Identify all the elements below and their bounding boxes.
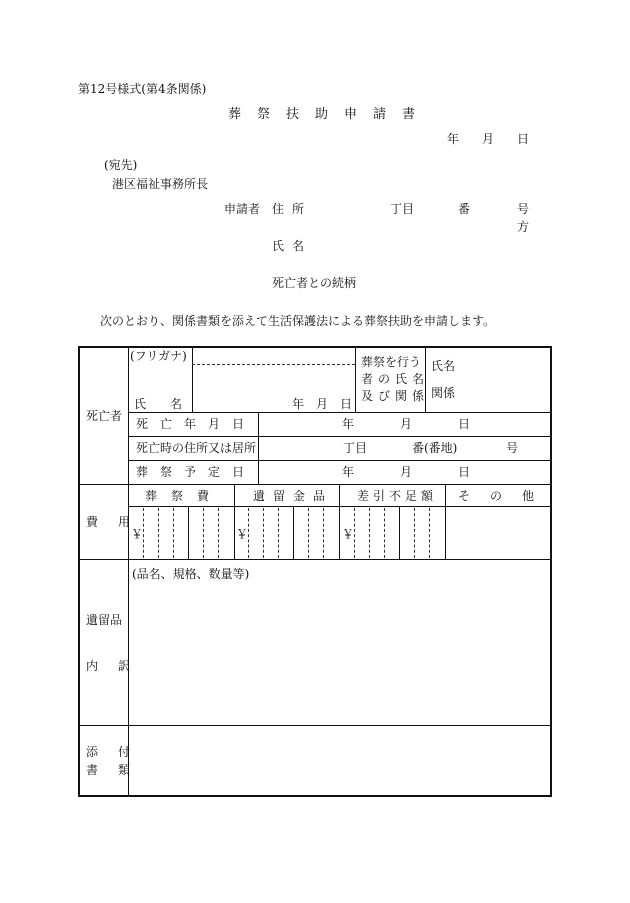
applicant-name-label: 氏名 [272, 239, 313, 253]
expenses-header: 費 用 [86, 515, 135, 529]
date-year: 年 [447, 132, 460, 146]
form-number: 第12号様式(第4条関係) [78, 82, 207, 96]
funeral-person-line-1: 葬祭を行う [361, 355, 422, 369]
birth-year: 年 [292, 397, 305, 411]
yen-remains: ￥ [236, 527, 249, 541]
funeral-person-name-label: 氏名 [431, 359, 456, 373]
yen-funeral: ￥ [131, 527, 144, 541]
deceased-header: 死亡者 [86, 409, 123, 423]
funeral-month: 月 [400, 465, 413, 479]
death-address-banchi: 番(番地) [412, 441, 458, 455]
death-date-label: 死亡年月日 [136, 417, 257, 431]
death-address-go: 号 [506, 441, 519, 455]
death-year: 年 [342, 417, 355, 431]
birth-day: 日 [340, 397, 353, 411]
addressee-label: (宛先) [104, 158, 138, 172]
birth-month: 月 [316, 397, 329, 411]
remains-header-2: 内 訳 [86, 659, 135, 673]
expense-col-shortfall: 差引不足額 [357, 489, 438, 503]
death-address-label: 死亡時の住所又は居所 [136, 441, 257, 455]
death-month: 月 [400, 417, 413, 431]
funeral-person-line-2: 者の氏名 [361, 372, 430, 386]
attach-header-1: 添 付 [86, 745, 135, 759]
expense-col-remains: 遺留金品 [253, 489, 334, 503]
funeral-day: 日 [458, 465, 471, 479]
date-month: 月 [482, 132, 495, 146]
deceased-name-label: 氏 名 [134, 397, 189, 411]
applicant-address-label: 住所 [272, 202, 313, 216]
addressee-name: 港区福祉事務所長 [112, 177, 209, 191]
expense-col-other: その他 [458, 489, 555, 503]
applicant-relation-label: 死亡者との続柄 [272, 276, 357, 290]
remains-header-1: 遺留品 [86, 613, 123, 627]
death-address-chome: 丁目 [343, 441, 368, 455]
applicant-label: 申請者 [224, 202, 261, 216]
funeral-year: 年 [342, 465, 355, 479]
funeral-date-label: 葬祭予定日 [136, 465, 257, 479]
expense-col-funeral: 葬祭費 [145, 489, 224, 503]
funeral-person-relation-label: 関係 [431, 386, 456, 400]
applicant-go: 号 [517, 202, 530, 216]
furigana-label: (フリガナ) [130, 349, 187, 363]
funeral-person-line-3: 及び関係 [361, 389, 430, 403]
applicant-kata: 方 [517, 220, 530, 234]
statement: 次のとおり、関係書類を添えて生活保護法による葬祭扶助を申請します。 [100, 314, 496, 328]
remains-note: (品名、規格、数量等) [132, 567, 250, 581]
date-day: 日 [517, 132, 530, 146]
applicant-chome: 丁目 [390, 202, 415, 216]
yen-shortfall: ￥ [342, 527, 355, 541]
death-day: 日 [458, 417, 471, 431]
attach-header-2: 書 類 [86, 763, 135, 777]
applicant-ban: 番 [458, 202, 471, 216]
form-title: 葬祭扶助申請書 [228, 107, 432, 122]
